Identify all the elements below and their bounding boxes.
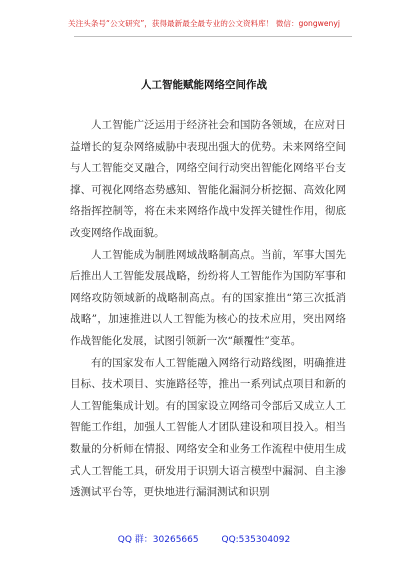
footer-contact [0, 532, 408, 545]
paragraph: 有的国家发布人工智能融入网络行动路线图，明确推进目标、技术项目、实施路径等，推出一系列试点项目和新的人工智能集成计划。有的国家设立网络司令部后又成立人工智能工作组，加强人工智能人才团队建设和项目投入。相当数量的分析师在情报、网络安全和业务工作流程中使用生成式人工智能工具，研发用于识别大语言模型中漏洞、自主渗透测试平台等，更快地进行漏洞测试和识别 [70, 356, 346, 499]
document-title: 人工智能赋能网络空间作战 [141, 79, 267, 91]
header-banner: 关注头条号“公文研究”，获得最新最全最专业的公文资料库！ 微信：gongwenyj [68, 19, 340, 28]
paragraph: 人工智能广泛运用于经济社会和国防各领域，在应对日益增长的复杂网络威胁中表现出强大的优势。未来网络空间与人工智能交叉融合，网络空间行动突出智能化网络平台支撑、可视化网络态势感知、智能化漏洞分析挖掘、高效化网络指挥控制等，将在未来网络作战中发挥关键性作用，彻底改变网络作战面貌。 [70, 119, 346, 239]
footer-qq-group: QQ 群：30265665 [117, 535, 199, 545]
paragraph: 人工智能成为制胜网域战略制高点。当前，军事大国先后推出人工智能发展战略，纷纷将人工智能作为国防军事和网络攻防领域新的战略制高点。有的国家推出“第三次抵消战略”，加速推进以人工智能为核心的技术应用，突出网络作战智能化发展，试图引领新一次“颠覆性”变革。 [70, 248, 346, 347]
header-divider [74, 36, 352, 37]
document-body [70, 115, 346, 504]
footer-qq: QQ:535304092 [221, 535, 291, 545]
